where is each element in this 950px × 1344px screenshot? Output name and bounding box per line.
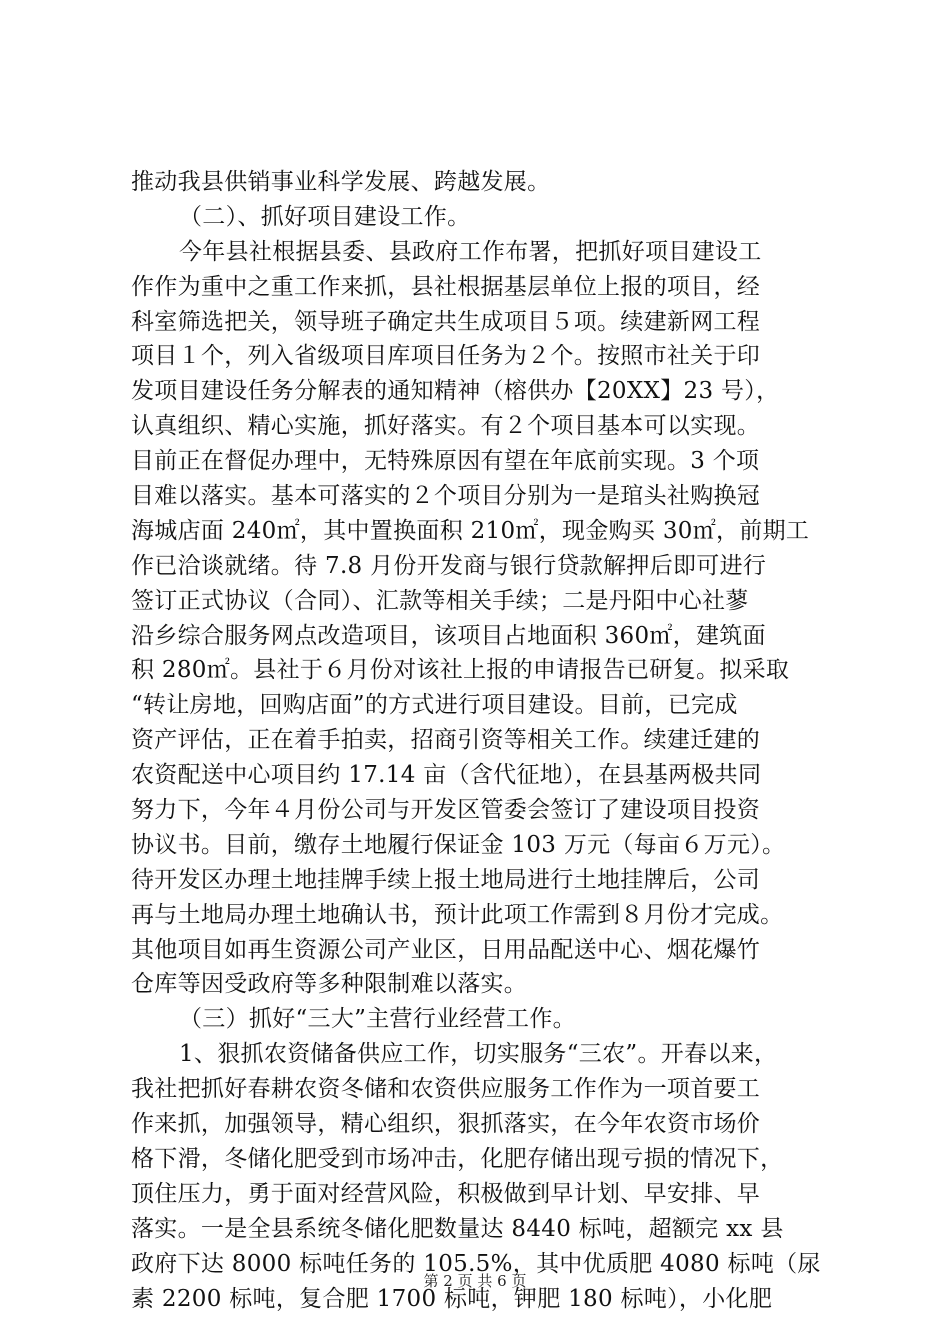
text-line: （三）抓好“三大”主营行业经营工作。: [179, 1006, 576, 1033]
text-line: 我社把抓好春耕农资冬储和农资供应服务工作作为一项首要工: [131, 1076, 761, 1103]
text-line: 1、狠抓农资储备供应工作，切实服务“三农”。开春以来，: [179, 1041, 778, 1068]
text-line: 再与土地局办理土地确认书，预计此项工作需到８月份才完成。: [131, 901, 784, 928]
text-line: 顶住压力，勇于面对经营风险，积极做到早计划、早安排、早: [131, 1180, 761, 1207]
text-line: 格下滑，冬储化肥受到市场冲击，化肥存储出现亏损的情况下，: [131, 1145, 784, 1172]
text-line: 项目１个，列入省级项目库项目任务为２个。按照市社关于印: [131, 343, 761, 370]
text-line: 认真组织、精心实施，抓好落实。有２个项目基本可以实现。: [131, 413, 761, 440]
text-line: 作已洽谈就绪。待 7.8 月份开发商与银行贷款解押后即可进行: [131, 552, 767, 579]
text-line: 海城店面 240㎡，其中置换面积 210㎡，现金购买 30㎡，前期工: [131, 517, 810, 544]
text-line: 发项目建设任务分解表的通知精神（榕供办【20XX】23 号），: [131, 378, 780, 405]
text-line: 积 280㎡。县社于６月份对该社上报的申请报告已研复。拟采取: [131, 657, 790, 684]
text-line: 沿乡综合服务网点改造项目，该项目占地面积 360㎡，建筑面: [131, 622, 766, 649]
text-line: 政府下达 8000 标吨任务的 105.5%，其中优质肥 4080 标吨（尿: [131, 1250, 821, 1277]
text-line: 目前正在督促办理中，无特殊原因有望在年底前实现。3 个项: [131, 448, 760, 475]
text-line: 待开发区办理土地挂牌手续上报土地局进行土地挂牌后，公司: [131, 866, 761, 893]
text-line: 作来抓，加强领导，精心组织，狠抓落实，在今年农资市场价: [131, 1111, 761, 1138]
text-line: 协议书。目前，缴存土地履行保证金 103 万元（每亩６万元）。: [131, 831, 786, 858]
text-line: “转让房地，回购店面”的方式进行项目建设。目前，已完成: [131, 692, 738, 719]
text-line: 努力下，今年４月份公司与开发区管委会签订了建设项目投资: [131, 797, 761, 824]
page-footer: 第 2 页 共 6 页: [423, 1272, 527, 1290]
text-line: 仓库等因受政府等多种限制难以落实。: [131, 971, 528, 998]
text-line: 落实。一是全县系统冬储化肥数量达 8440 标吨，超额完 xx 县: [131, 1215, 784, 1242]
text-line: 目难以落实。基本可落实的２个项目分别为一是琯头社购换冠: [131, 483, 761, 510]
text-line: （二）、抓好项目建设工作。: [179, 203, 471, 230]
text-line: 作作为重中之重工作来抓，县社根据基层单位上报的项目，经: [131, 273, 761, 300]
text-line: 科室筛选把关，领导班子确定共生成项目５项。续建新网工程: [131, 308, 761, 335]
text-line: 农资配送中心项目约 17.14 亩（含代征地），在县基两极共同: [131, 762, 762, 789]
text-line: 素 2200 标吨，复合肥 1700 标吨，钾肥 180 标吨），小化肥: [131, 1285, 773, 1312]
text-line: 推动我县供销事业科学发展、跨越发展。: [131, 169, 551, 195]
text-line: 其他项目如再生资源公司产业区，日用品配送中心、烟花爆竹: [131, 936, 761, 963]
text-line: 资产评估，正在着手拍卖，招商引资等相关工作。续建迁建的: [131, 727, 761, 754]
text-line: 今年县社根据县委、县政府工作布署，把抓好项目建设工: [179, 238, 762, 265]
document-body: [131, 165, 831, 1316]
text-line: 签订正式协议（合同）、汇款等相关手续；二是丹阳中心社蓼: [131, 587, 749, 614]
